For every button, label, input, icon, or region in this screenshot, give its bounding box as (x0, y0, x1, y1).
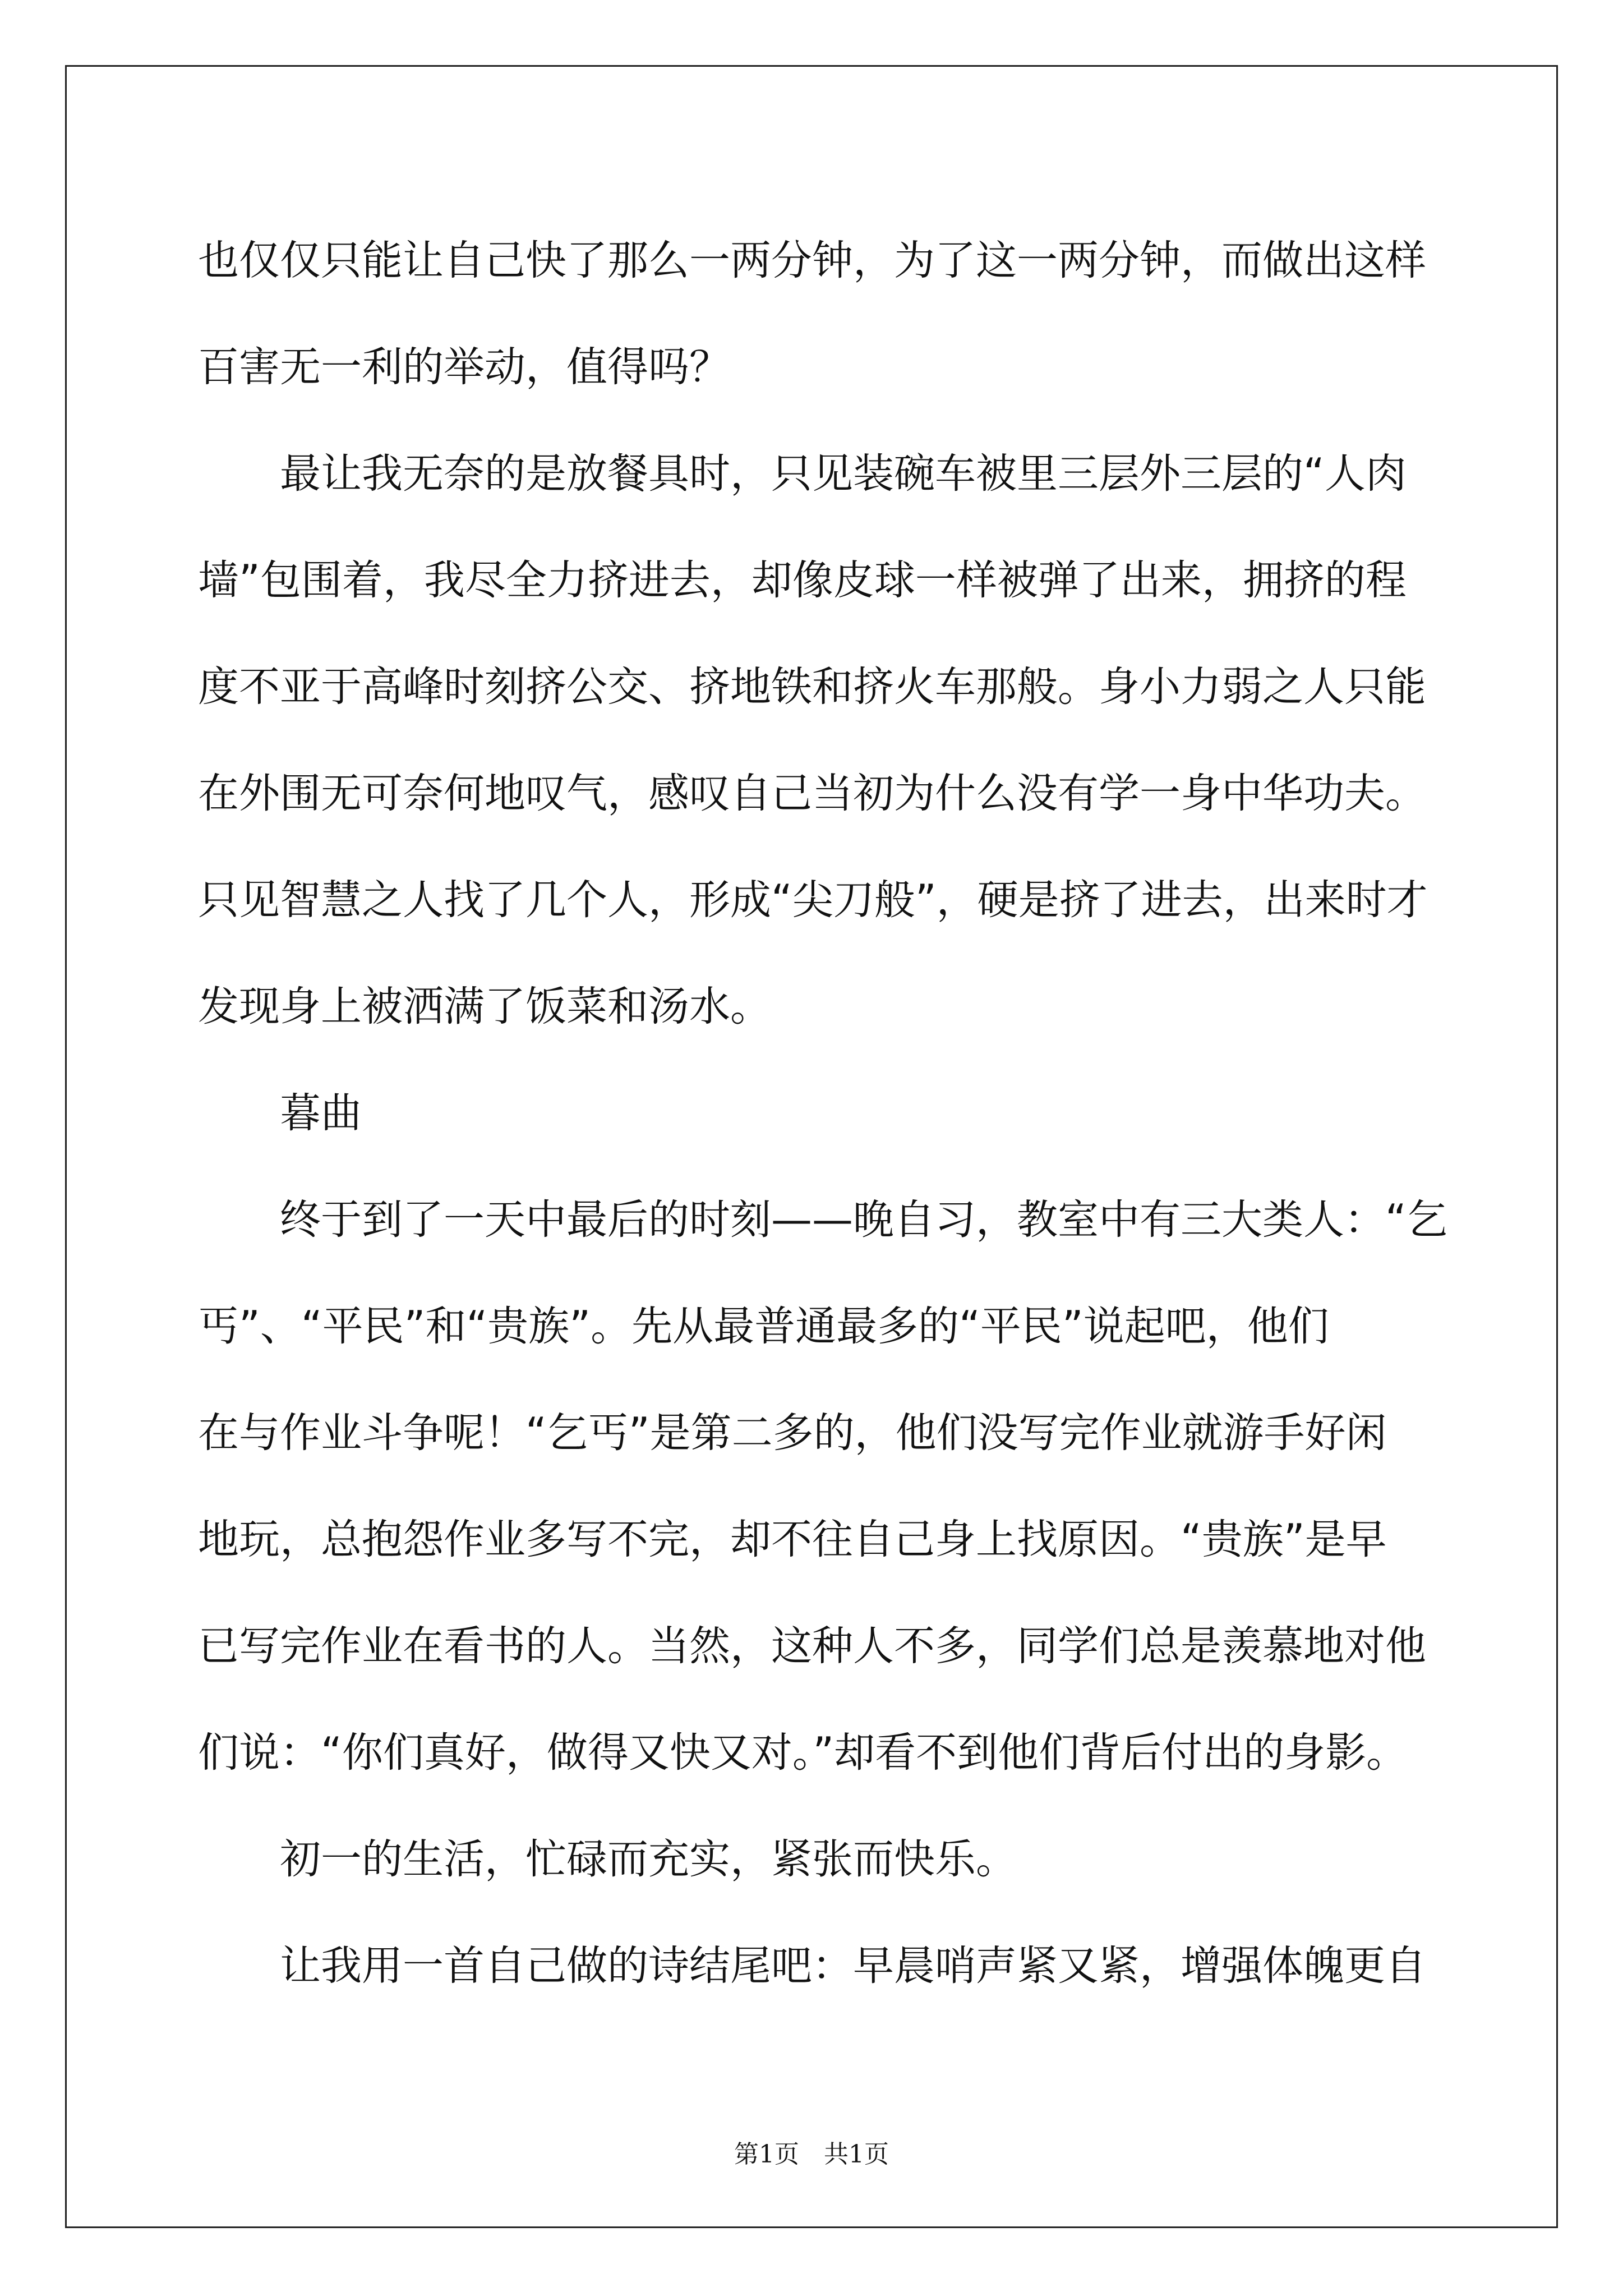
text-line: 在与作业斗争呢！“乞丐”是第二多的，他们没写完作业就游手好闲 (198, 1409, 1387, 1457)
text-line: 丐”、“平民”和“贵族”。先从最普通最多的“平民”说起吧，他们 (198, 1303, 1329, 1350)
text-line: 在外围无可奈何地叹气，感叹自己当初为什么没有学一身中华功夫。 (198, 770, 1426, 817)
text-line: 地玩，总抱怨作业多写不完，却不往自己身上找原因。“贵族”是早 (198, 1516, 1387, 1563)
text-line: 已写完作业在看书的人。当然，这种人不多，同学们总是羡慕地对他 (198, 1622, 1426, 1670)
text-line: 们说：“你们真好，做得又快又对。”却看不到他们背后付出的身影。 (198, 1729, 1408, 1777)
text-line: 百害无一利的举动，值得吗？ (198, 343, 730, 391)
text-line: 发现身上被洒满了饭菜和汤水。 (198, 983, 771, 1030)
text-line: 只见智慧之人找了几个人，形成“尖刀般”，硬是挤了进去，出来时才 (198, 876, 1428, 924)
page-number-footer: 第1页 共1页 (734, 2140, 889, 2169)
text-line: 终于到了一天中最后的时刻——晚自习，教室中有三大类人：“乞 (198, 1196, 1447, 1244)
text-line: 度不亚于高峰时刻挤公交、挤地铁和挤火车那般。身小力弱之人只能 (198, 663, 1426, 711)
text-line: 初一的生活，忙碌而充实，紧张而快乐。 (198, 1835, 1017, 1883)
text-line: 墙”包围着，我尽全力挤进去，却像皮球一样被弹了出来，拥挤的程 (198, 556, 1407, 604)
text-line: 也仅仅只能让自己快了那么一两分钟，为了这一两分钟，而做出这样 (198, 237, 1426, 284)
text-line: 最让我无奈的是放餐具时，只见装碗车被里三层外三层的“人肉 (198, 450, 1407, 498)
document-body (198, 208, 1447, 2019)
text-line: 让我用一首自己做的诗结尾吧：早晨哨声紧又紧，增强体魄更自 (198, 1942, 1426, 1990)
section-heading: 暮曲 (198, 1089, 362, 1137)
